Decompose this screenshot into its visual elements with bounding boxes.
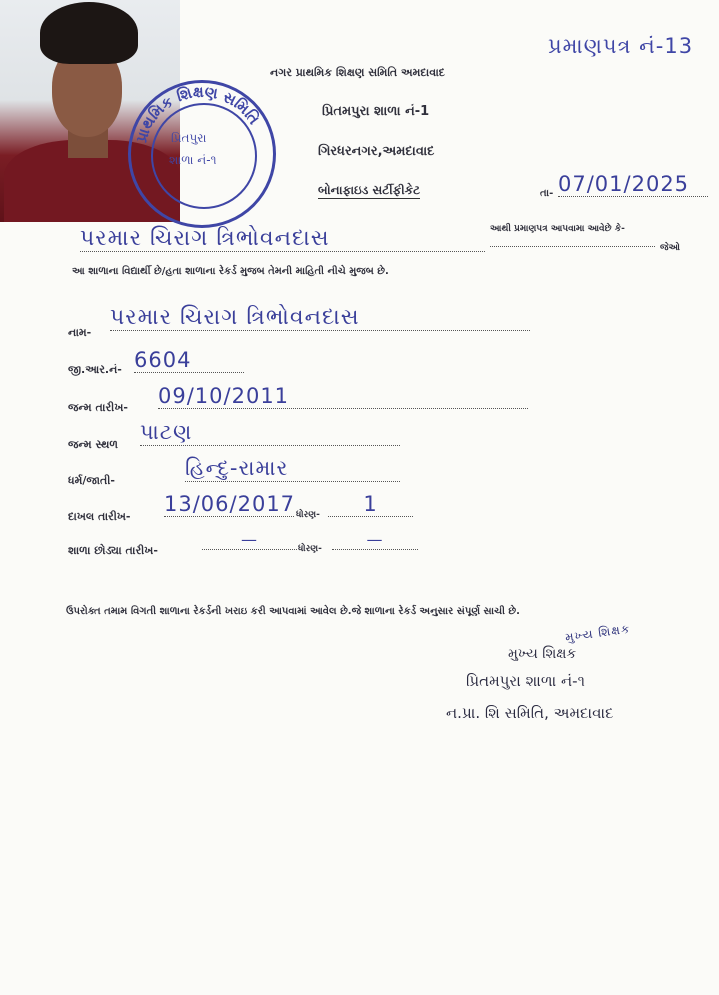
- intro-name-handwritten: પરમાર ચિરાગ ત્રિભોવનદાસ: [80, 226, 485, 252]
- admission-date-value: 13/06/2017: [164, 492, 296, 516]
- dob-value: 09/10/2011: [158, 384, 528, 409]
- std-label: ધોરણ-: [296, 510, 320, 520]
- gr-value: 6604: [134, 348, 244, 373]
- admission-label: દાખલ તારીખ-: [68, 510, 131, 523]
- dob-label: જન્મ તારીખ-: [68, 401, 128, 414]
- svg-text:પ્રાથમિક શિક્ષણ સમિતિ: પ્રાથમિક શિક્ષણ સમિતિ: [132, 83, 264, 145]
- certificate-number-note: પ્રમાણપત્ર નં-13: [548, 34, 694, 58]
- name-value: પરમાર ચિરાગ ત્રિભોવનદાસ: [110, 305, 530, 331]
- intro-dotted-line: [490, 246, 655, 247]
- leaving-date-value: —: [202, 530, 297, 550]
- signature-line3: ન.પ્રા. શિ સમિતિ, અમદાવાદ: [446, 704, 614, 722]
- declaration-text: ઉપરોક્ત તમામ વિગતી શાળાના રેકર્ડની ખરાઇ કરી આપવામાં આવેલ છે.જે શાળાના રેકર્ડ અનુસાર સંપૂર્ણ સાચી છે.: [66, 606, 520, 617]
- org-name: નગર પ્રાથમિક શિક્ષણ સમિતિ અમદાવાદ: [270, 66, 445, 79]
- intro-line2: આ શાળાના વિદ્યાર્થી છે/હતા શાળાના રેકર્ડ મુજબ તેમની માહિતી નીચે મુજબ છે.: [72, 266, 389, 277]
- doc-title: બોનાફાઇડ સર્ટીફીકેટ: [318, 183, 421, 197]
- school-place: ગિરધરનગર,અમદાવાદ: [318, 144, 435, 159]
- intro-line1-suffix: આથી પ્રમાણપત્ર આપવામા આવેછે કે-: [490, 224, 625, 234]
- signature-scribble: મુખ્ય શિક્ષક: [564, 621, 632, 645]
- date-label: તા-: [540, 188, 554, 199]
- stamp-text-1: પ્રિતપુરા: [171, 131, 207, 145]
- std-value: 1: [328, 492, 413, 517]
- intro-line1-end: જેઓ: [660, 243, 680, 253]
- leaving-label: શાળા છોડ્યા તારીખ-: [68, 544, 158, 557]
- pob-label: જન્મ સ્થળ: [68, 438, 118, 451]
- certificate-date: 07/01/2025: [558, 172, 708, 197]
- stamp-text-2: શાળા નં-૧: [169, 153, 217, 167]
- gr-label: જી.આર.નં-: [68, 363, 122, 376]
- signature-line1: મુખ્ય શિક્ષક: [508, 646, 577, 662]
- pob-value: પાટણ: [140, 420, 400, 446]
- leaving-std-value: —: [332, 530, 418, 550]
- school-name: પ્રિતમપુરા શાળા નં-1: [322, 104, 430, 119]
- religion-value: હિન્દુ-રામાર: [185, 456, 400, 482]
- name-label: નામ-: [68, 326, 92, 339]
- leaving-std-label: ધોરણ-: [298, 544, 322, 554]
- signature-line2: પ્રિતમપુરા શાળા નં-૧: [466, 672, 585, 690]
- religion-label: ધર્મ/જાતી-: [68, 474, 115, 487]
- school-seal-stamp: [128, 80, 276, 228]
